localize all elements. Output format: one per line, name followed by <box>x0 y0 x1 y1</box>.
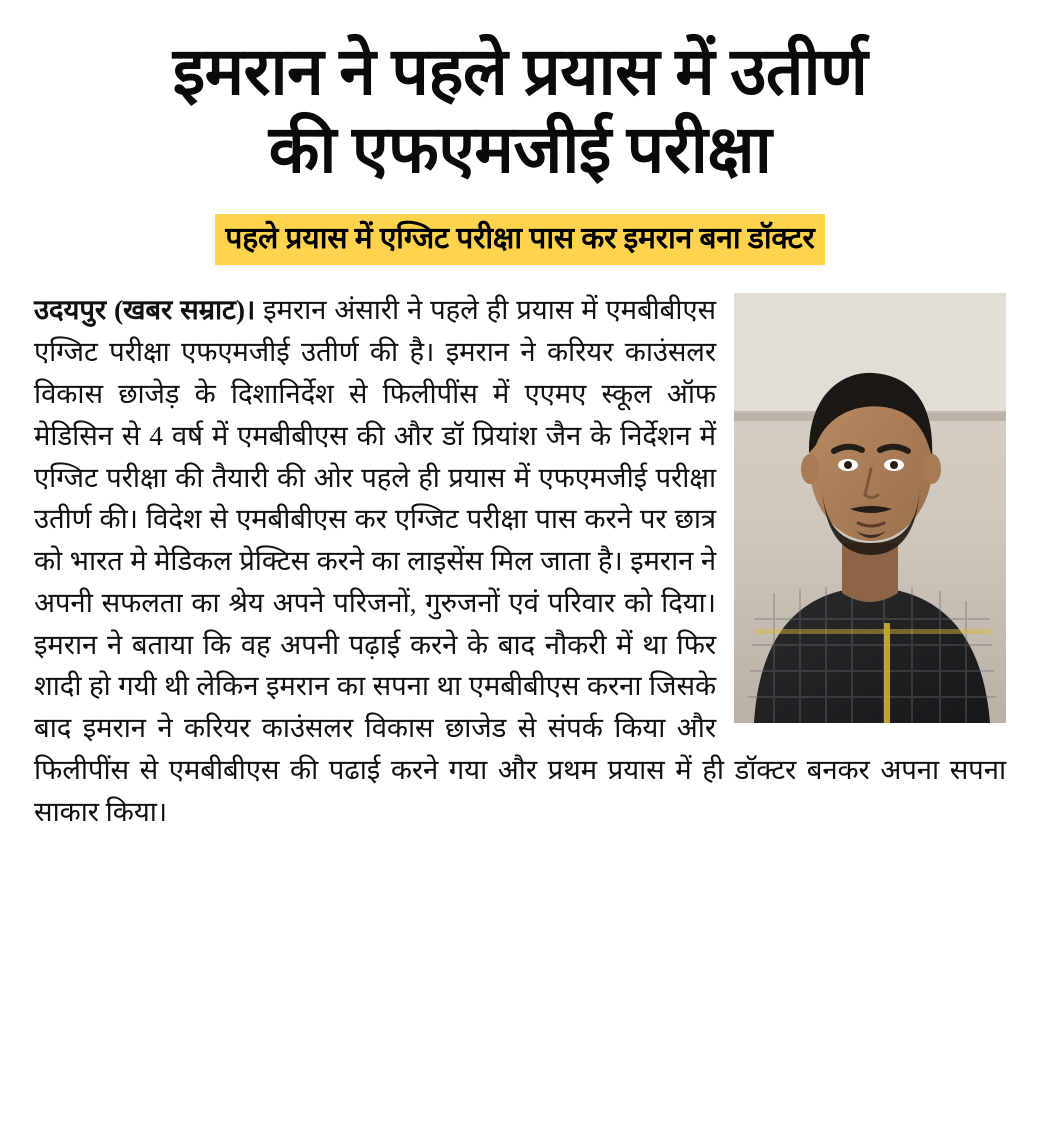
page-title <box>34 36 1006 188</box>
man-portrait-photo <box>734 293 1006 723</box>
headline-line-2: की एफएमजीई परीक्षा <box>268 113 772 187</box>
headline-line-1: इमरान ने पहले प्रयास में उतीर्ण <box>172 36 868 109</box>
article-text: इमरान अंसारी ने पहले ही प्रयास में एमबीबीएस एग्जिट परीक्षा एफएमजीई उतीर्ण की है। इमरान ने करियर काउंसलर विकास छाजेड़ के दिशानिर्देश से फिलीपींस में एएमए स्कूल ऑफ मेडिसिन से 4 वर्ष में एमबीबीएस की और डॉ प्रियांश जैन के निर्देशन में एग्जिट परीक्षा की तैयारी की ओर पहले ही प्रयास में एफएमजीई परीक्षा उतीर्ण की। विदेश से एमबीबीएस कर एग्जिट परीक्षा पास करने पर छात्र को भारत मे मेडिकल प्रेक्टिस करने का लाइसेंस मिल जाता है। इमरान ने अपनी सफलता का श्रेय अपने परिजनों, गुरुजनों एवं परिवार को दिया। इमरान ने बताया कि वह अपनी पढ़ाई करने के बाद नौकरी में था फिर शादी हो गयी थी लेकिन इमरान का सपना था एमबीबीएस करना जिसके बाद इमरान ने करियर काउंसलर विकास छाजेड से संपर्क किया और फिलीपींस से एमबीबीएस की पढाई करने गया और प्रथम प्रयास में ही डॉक्टर बनकर अपना सपना साकार किया। <box>34 294 1006 827</box>
subhead-highlight: पहले प्रयास में एग्जिट परीक्षा पास कर इमरान बना डॉक्टर <box>215 214 824 266</box>
subhead-container <box>34 214 1006 266</box>
article-body <box>34 289 1006 832</box>
dateline: उदयपुर (खबर सम्राट)। <box>34 294 256 326</box>
